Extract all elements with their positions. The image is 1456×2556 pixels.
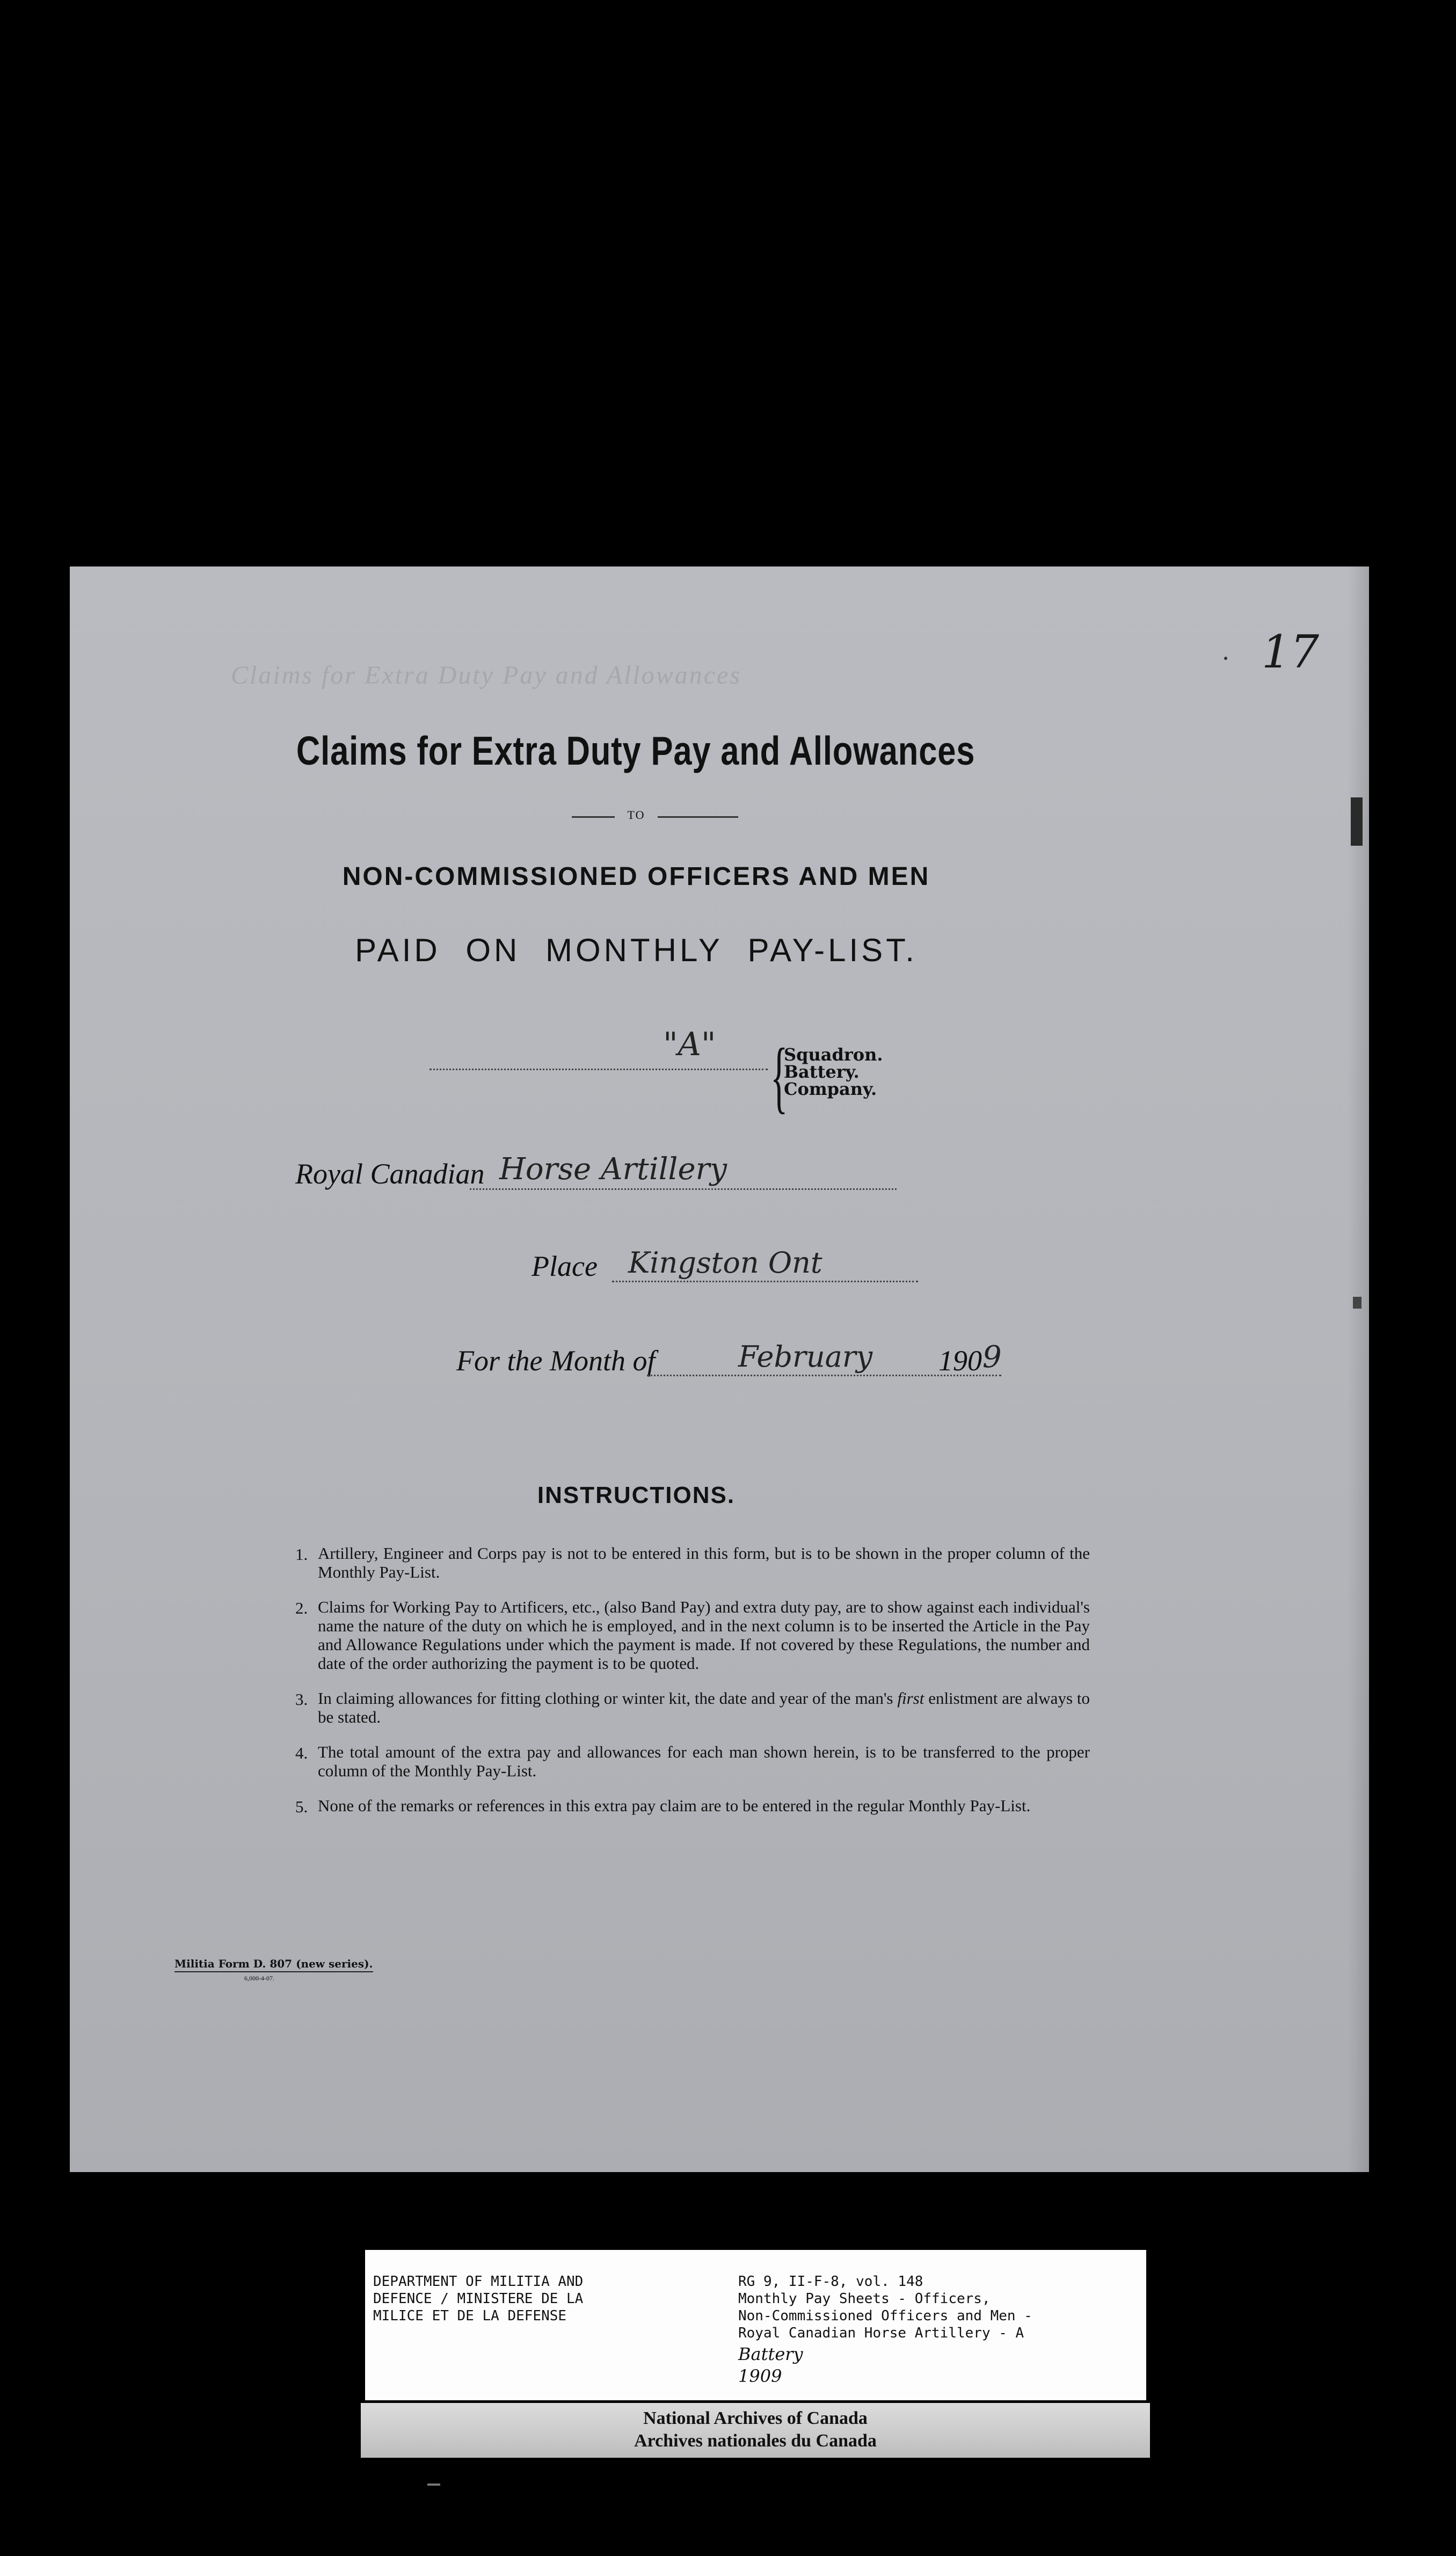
binding-tab: [1351, 797, 1363, 846]
corps-field-line: [470, 1188, 897, 1190]
instruction-number: 2.: [295, 1599, 308, 1617]
unit-option-company: Company.: [784, 1079, 877, 1099]
print-run-code: 6,000-4-07.: [244, 1974, 274, 1982]
unit-option-battery: Battery.: [784, 1062, 860, 1082]
instruction-text: Artillery, Engineer and Corps pay is not to be entered in this form, but is to be shown in the proper column of the Monthly Pay-List.: [318, 1544, 1090, 1581]
instruction-emphasis: first: [897, 1689, 924, 1708]
instruction-item: [295, 1689, 1090, 1726]
department-text: DEPARTMENT OF MILITIA AND DEFENCE / MINISTERE DE LA MILICE ET DE LA DEFENSE: [373, 2274, 584, 2324]
reference-line: Non-Commissioned Officers and Men -: [738, 2308, 1032, 2324]
instruction-text-tail: enlistment are always to be stated.: [318, 1689, 1090, 1726]
instruction-number: 3.: [295, 1690, 308, 1709]
unit-option-squadron: Squadron.: [784, 1044, 883, 1065]
year-handwritten: 9: [982, 1340, 1002, 1375]
archive-reference-card: [365, 2250, 1146, 2400]
document-sheet: [70, 567, 1369, 2172]
place-field-line: [612, 1281, 918, 1282]
instruction-item: [295, 1598, 1090, 1673]
reference-line: RG 9, II-F-8, vol. 148: [738, 2274, 923, 2290]
form-subtitle: NON-COMMISSIONED OFFICERS AND MEN: [342, 862, 930, 891]
bleed-through-text: Claims for Extra Duty Pay and Allowances: [231, 661, 742, 689]
instructions-list: [295, 1544, 1090, 1831]
place-label: Place: [532, 1250, 598, 1282]
reference-text: [738, 2273, 1135, 2386]
instruction-number: 5.: [295, 1797, 308, 1816]
instruction-item: [295, 1544, 1090, 1581]
paid-line: PAID ON MONTHLY PAY-LIST.: [355, 932, 918, 968]
folio-number: 17: [1262, 626, 1319, 678]
month-field-value: February: [738, 1340, 873, 1374]
instruction-text: In claiming allowances for fitting clothing or winter kit, the date and year of the man's: [318, 1689, 898, 1708]
form-title: Claims for Extra Duty Pay and Allowances: [296, 728, 975, 773]
instruction-item: [295, 1742, 1090, 1780]
scan-speck: [427, 2484, 440, 2486]
binding-tab-small: [1353, 1297, 1362, 1309]
reference-line: Royal Canadian Horse Artillery - A: [738, 2325, 1024, 2341]
handwritten-note: 1909: [738, 2366, 782, 2386]
instructions-heading: INSTRUCTIONS.: [537, 1482, 736, 1508]
year-printed: 190: [938, 1345, 982, 1377]
instruction-item: [295, 1796, 1090, 1815]
unit-field-value: "A": [663, 1026, 716, 1063]
unit-field-line: [429, 1069, 768, 1070]
corps-field-value: Horse Artillery: [499, 1152, 727, 1187]
handwritten-note: Battery: [738, 2344, 803, 2364]
rule-left: [572, 816, 615, 818]
ink-dot: [1224, 657, 1227, 660]
to-word: TO: [627, 808, 645, 822]
rule-right: [658, 816, 738, 818]
brace-symbol: {: [770, 1032, 788, 1121]
place-field-value: Kingston Ont: [628, 1246, 822, 1280]
reference-line: Monthly Pay Sheets - Officers,: [738, 2291, 991, 2307]
instruction-number: 4.: [295, 1744, 308, 1762]
archives-name-fr: Archives nationales du Canada: [634, 2431, 877, 2451]
instruction-text: The total amount of the extra pay and allowances for each man shown herein, is to be transferred to the proper column of the Monthly Pay-List.: [318, 1742, 1090, 1780]
month-label: For the Month of: [456, 1345, 656, 1377]
archives-name-en: National Archives of Canada: [643, 2408, 868, 2428]
instruction-text: None of the remarks or references in this extra pay claim are to be entered in the regular Monthly Pay-List.: [318, 1796, 1031, 1815]
form-number: Militia Form D. 807 (new series).: [174, 1957, 373, 1972]
instruction-text: Claims for Working Pay to Artificers, etc., (also Band Pay) and extra duty pay, are to show against each individual's name the nature of the duty on which he is employed, and in the next column is to be inserted the Article in the Pay and Allowance Regulations under which the payment is made. If not covered by these Regulations, the number and date of the order authorizing the payment is to be quoted.: [318, 1598, 1090, 1673]
archives-banner: [361, 2403, 1150, 2458]
corps-label: Royal Canadian: [295, 1158, 485, 1190]
instruction-number: 1.: [295, 1545, 308, 1564]
